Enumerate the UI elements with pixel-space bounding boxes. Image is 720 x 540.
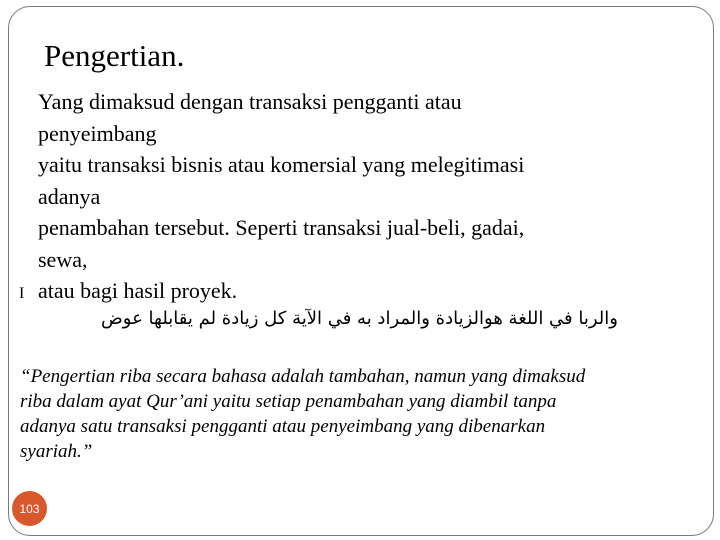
definition-line: adanya <box>38 183 101 209</box>
page-number-badge: 103 <box>12 491 47 526</box>
slide-title: Pengertian. <box>44 38 185 73</box>
definition-line: penambahan tersebut. Seperti transaksi jual-beli, gadai, <box>38 215 525 240</box>
definition-line: Yang dimaksud dengan transaksi pengganti atau <box>38 89 462 114</box>
definition-line: atau bagi hasil proyek. <box>38 278 238 303</box>
quote-line: “Pengertian riba secara bahasa adalah tambahan, namun yang dimaksud <box>20 366 586 387</box>
arabic-definition: والربا في اللغة هوالزيادة والمراد به في الآية كل زيادة لم يقابلها عوض <box>101 308 618 329</box>
definition-line: yaitu transaksi bisnis atau komersial yang melegitimasi <box>38 152 525 177</box>
quote-line: riba dalam ayat Qur’ani yaitu setiap penambahan yang diambil tanpa <box>20 391 557 412</box>
definition-line: penyeimbang <box>38 120 157 146</box>
definition-text <box>38 86 678 307</box>
quote-line: adanya satu transaksi pengganti atau penyeimbang yang dibenarkan <box>20 416 546 437</box>
bullet-marker: I <box>19 285 25 302</box>
definition-line: sewa, <box>38 246 88 272</box>
translation-quote <box>20 364 700 464</box>
quote-line: syariah.” <box>20 441 93 462</box>
